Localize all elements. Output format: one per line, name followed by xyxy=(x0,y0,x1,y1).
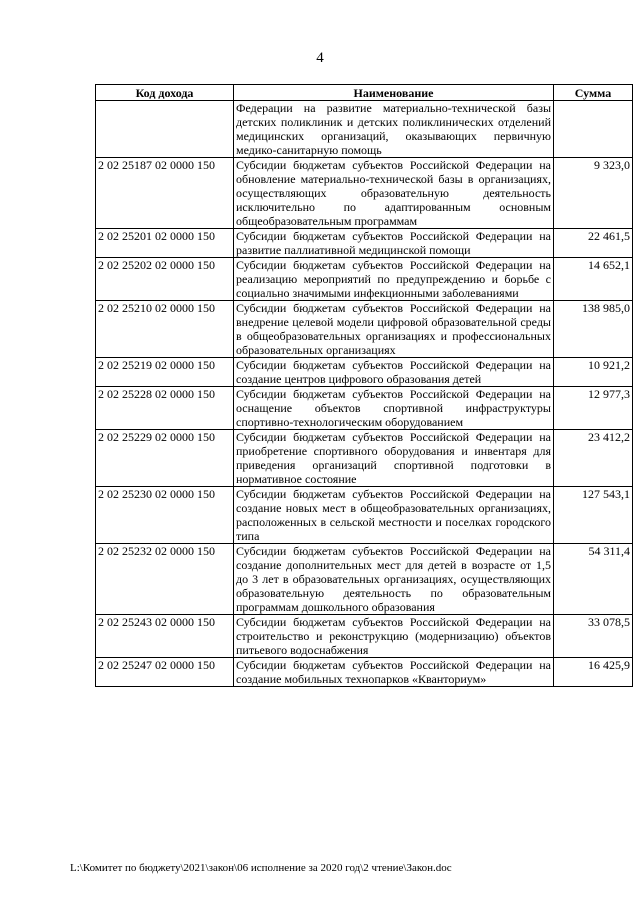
table-row xyxy=(96,229,633,258)
header-name: Наименование xyxy=(234,85,554,101)
income-name: Субсидии бюджетам субъектов Российской Федерации на реализацию мероприятий по предупреждению и борьбе с социально значимыми инфекционными заболеваниями xyxy=(234,258,554,301)
income-code: 2 02 25232 02 0000 150 xyxy=(96,544,234,615)
income-sum: 14 652,1 xyxy=(554,258,633,301)
table-row xyxy=(96,158,633,229)
income-code: 2 02 25210 02 0000 150 xyxy=(96,301,234,358)
income-name: Субсидии бюджетам субъектов Российской Федерации на создание центров цифрового образования детей xyxy=(234,358,554,387)
table-row xyxy=(96,487,633,544)
table-row xyxy=(96,301,633,358)
income-name: Субсидии бюджетам субъектов Российской Федерации на развитие паллиативной медицинской помощи xyxy=(234,229,554,258)
income-sum: 10 921,2 xyxy=(554,358,633,387)
income-code: 2 02 25219 02 0000 150 xyxy=(96,358,234,387)
header-sum: Сумма xyxy=(554,85,633,101)
table-row xyxy=(96,258,633,301)
income-code: 2 02 25247 02 0000 150 xyxy=(96,658,234,687)
income-code: 2 02 25201 02 0000 150 xyxy=(96,229,234,258)
income-name: Субсидии бюджетам субъектов Российской Федерации на оснащение объектов спортивной инфраструктуры спортивно-технологическим оборудованием xyxy=(234,387,554,430)
income-name: Субсидии бюджетам субъектов Российской Федерации на создание дополнительных мест для детей в возрасте от 1,5 до 3 лет в образовательных организациях, осуществляющих образовательную деятельность по образовательным программам дошкольного образования xyxy=(234,544,554,615)
income-sum: 22 461,5 xyxy=(554,229,633,258)
table-row xyxy=(96,544,633,615)
income-sum: 33 078,5 xyxy=(554,615,633,658)
income-sum: 54 311,4 xyxy=(554,544,633,615)
income-sum: 9 323,0 xyxy=(554,158,633,229)
income-name: Субсидии бюджетам субъектов Российской Федерации на приобретение спортивного оборудования и инвентаря для приведения организаций спортивной подготовки в нормативное состояние xyxy=(234,430,554,487)
income-sum xyxy=(554,101,633,158)
income-code: 2 02 25229 02 0000 150 xyxy=(96,430,234,487)
income-code xyxy=(96,101,234,158)
income-code: 2 02 25202 02 0000 150 xyxy=(96,258,234,301)
header-code: Код дохода xyxy=(96,85,234,101)
income-sum: 127 543,1 xyxy=(554,487,633,544)
table-header-row xyxy=(96,85,633,101)
income-table xyxy=(95,84,633,687)
table-row xyxy=(96,430,633,487)
income-code: 2 02 25187 02 0000 150 xyxy=(96,158,234,229)
income-name: Федерации на развитие материально-технической базы детских поликлиник и детских поликлинических отделений медицинских организаций, оказывающих первичную медико-санитарную помощь xyxy=(234,101,554,158)
income-sum: 12 977,3 xyxy=(554,387,633,430)
table-row xyxy=(96,358,633,387)
income-sum: 16 425,9 xyxy=(554,658,633,687)
income-sum: 23 412,2 xyxy=(554,430,633,487)
income-name: Субсидии бюджетам субъектов Российской Федерации на внедрение целевой модели цифровой образовательной среды в общеобразовательных организациях и профессиональных образовательных организациях xyxy=(234,301,554,358)
file-path-footer: L:\Комитет по бюджету\2021\закон\06 исполнение за 2020 год\2 чтение\Закон.doc xyxy=(70,862,452,874)
table-row xyxy=(96,387,633,430)
table-row xyxy=(96,101,633,158)
income-name: Субсидии бюджетам субъектов Российской Федерации на строительство и реконструкцию (модернизацию) объектов питьевого водоснабжения xyxy=(234,615,554,658)
income-sum: 138 985,0 xyxy=(554,301,633,358)
table-row xyxy=(96,658,633,687)
table-row xyxy=(96,615,633,658)
page-number: 4 xyxy=(316,50,324,66)
income-code: 2 02 25228 02 0000 150 xyxy=(96,387,234,430)
income-name: Субсидии бюджетам субъектов Российской Федерации на обновление материально-технической базы в организациях, осуществляющих образовательную деятельность исключительно по адаптированным основным общеобразовательным программам xyxy=(234,158,554,229)
income-code: 2 02 25243 02 0000 150 xyxy=(96,615,234,658)
income-code: 2 02 25230 02 0000 150 xyxy=(96,487,234,544)
income-name: Субсидии бюджетам субъектов Российской Федерации на создание новых мест в общеобразовательных организациях, расположенных в сельской местности и поселках городского типа xyxy=(234,487,554,544)
income-name: Субсидии бюджетам субъектов Российской Федерации на создание мобильных технопарков «Кванториум» xyxy=(234,658,554,687)
